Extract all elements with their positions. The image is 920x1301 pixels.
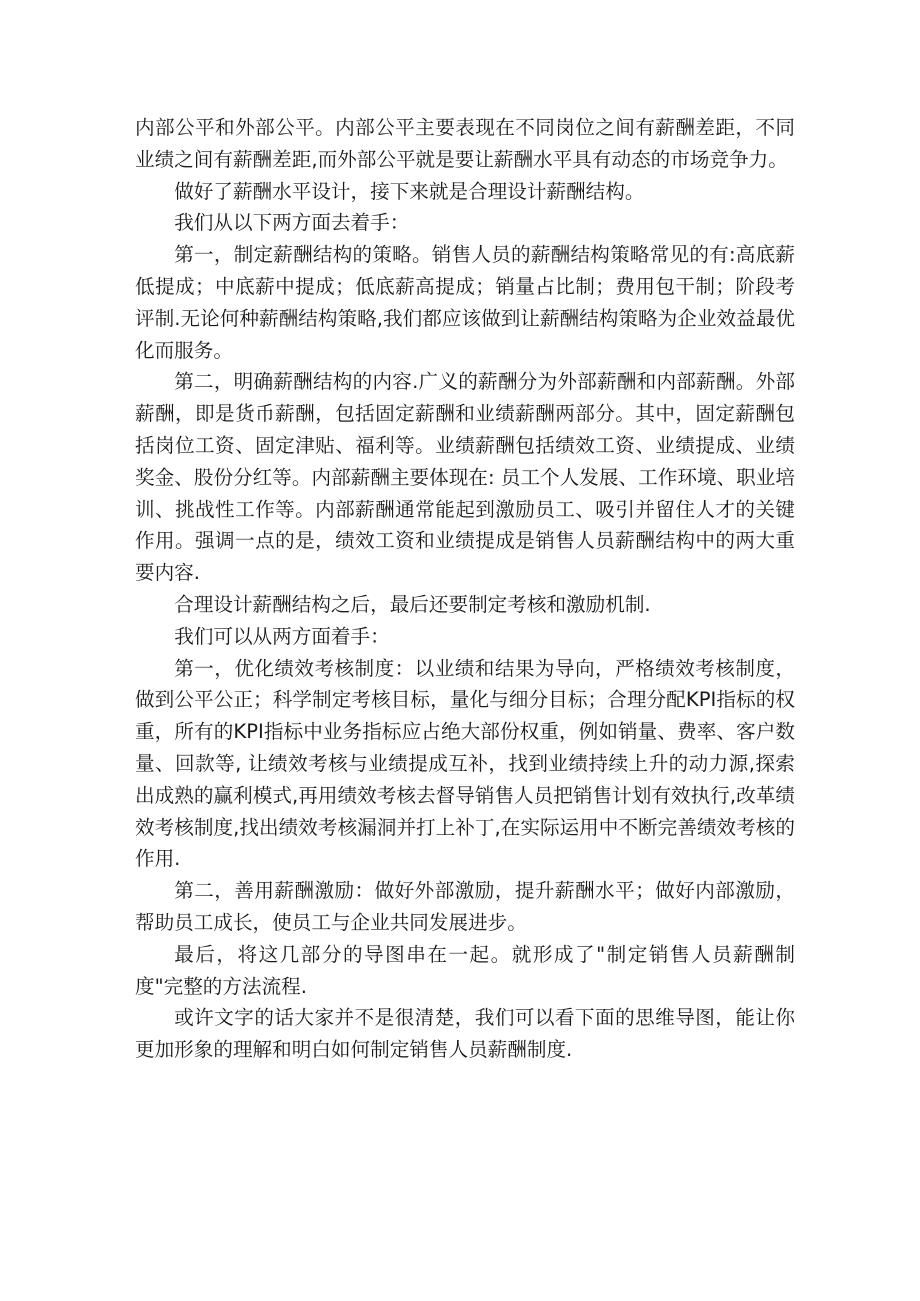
paragraph-2: 做好了薪酬水平设计，接下来就是合理设计薪酬结构。 [174,179,645,203]
paragraph-3: 我们从以下两方面去着手： [174,211,410,235]
paragraph-7: 我们可以从两方面着手： [174,624,390,648]
document-body [135,112,795,1066]
paragraph-5: 第二，明确薪酬结构的内容.广义的薪酬分为外部薪酬和内部薪酬。外部薪酬，即是货币薪酬，包括固定薪酬和业绩薪酬两部分。其中，固定薪酬包括岗位工资、固定津贴、福利等。业绩薪酬包括绩效工资、业绩提成、业绩奖金、股份分红等。内部薪酬主要体现在: 员工个人发展、工作环境、职业培训、挑战性工作等。内部薪酬通常能起到激励员工、吸引并留住人才的关键作用。强调一点的是，绩效工资和业绩提成是销售人员薪酬结构中的两大重要内容. [135,370,795,585]
paragraph-4: 第一，制定薪酬结构的策略。销售人员的薪酬结构策略常见的有:高底薪低提成；中底薪中提成；低底薪高提成；销量占比制；费用包干制；阶段考评制.无论何种薪酬结构策略,我们都应该做到让薪酬结构策略为企业效益最优化而服务。 [135,243,795,362]
paragraph-6: 合理设计薪酬结构之后，最后还要制定考核和激励机制. [174,592,651,616]
paragraph-1: 内部公平和外部公平。内部公平主要表现在不同岗位之间有薪酬差距，不同业绩之间有薪酬差距,而外部公平就是要让薪酬水平具有动态的市场竞争力。 [135,116,795,171]
paragraph-9: 第二，善用薪酬激励：做好外部激励，提升薪酬水平；做好内部激励，帮助员工成长，使员工与企业共同发展进步。 [135,879,795,934]
paragraph-10: 最后，将这几部分的导图串在一起。就形成了"制定销售人员薪酬制度"完整的方法流程. [135,942,795,998]
paragraph-8: 第一，优化绩效考核制度：以业绩和结果为导向，严格绩效考核制度，做到公平公正；科学制定考核目标，量化与细分目标；合理分配KPI指标的权重，所有的KPI指标中业务指标应占绝大部份权重，例如销量、费率、客户数量、回款等, 让绩效考核与业绩提成互补，找到业绩持续上升的动力源,探索出成熟的赢利模式,再用绩效考核去督导销售人员把销售计划有效执行,改革绩效考核制度,找出绩效考核漏洞并打上补丁,在实际运用中不断完善绩效考核的作用. [135,656,795,871]
paragraph-11: 或许文字的话大家并不是很清楚，我们可以看下面的思维导图，能让你更加形象的理解和明白如何制定销售人员薪酬制度. [135,1006,795,1062]
